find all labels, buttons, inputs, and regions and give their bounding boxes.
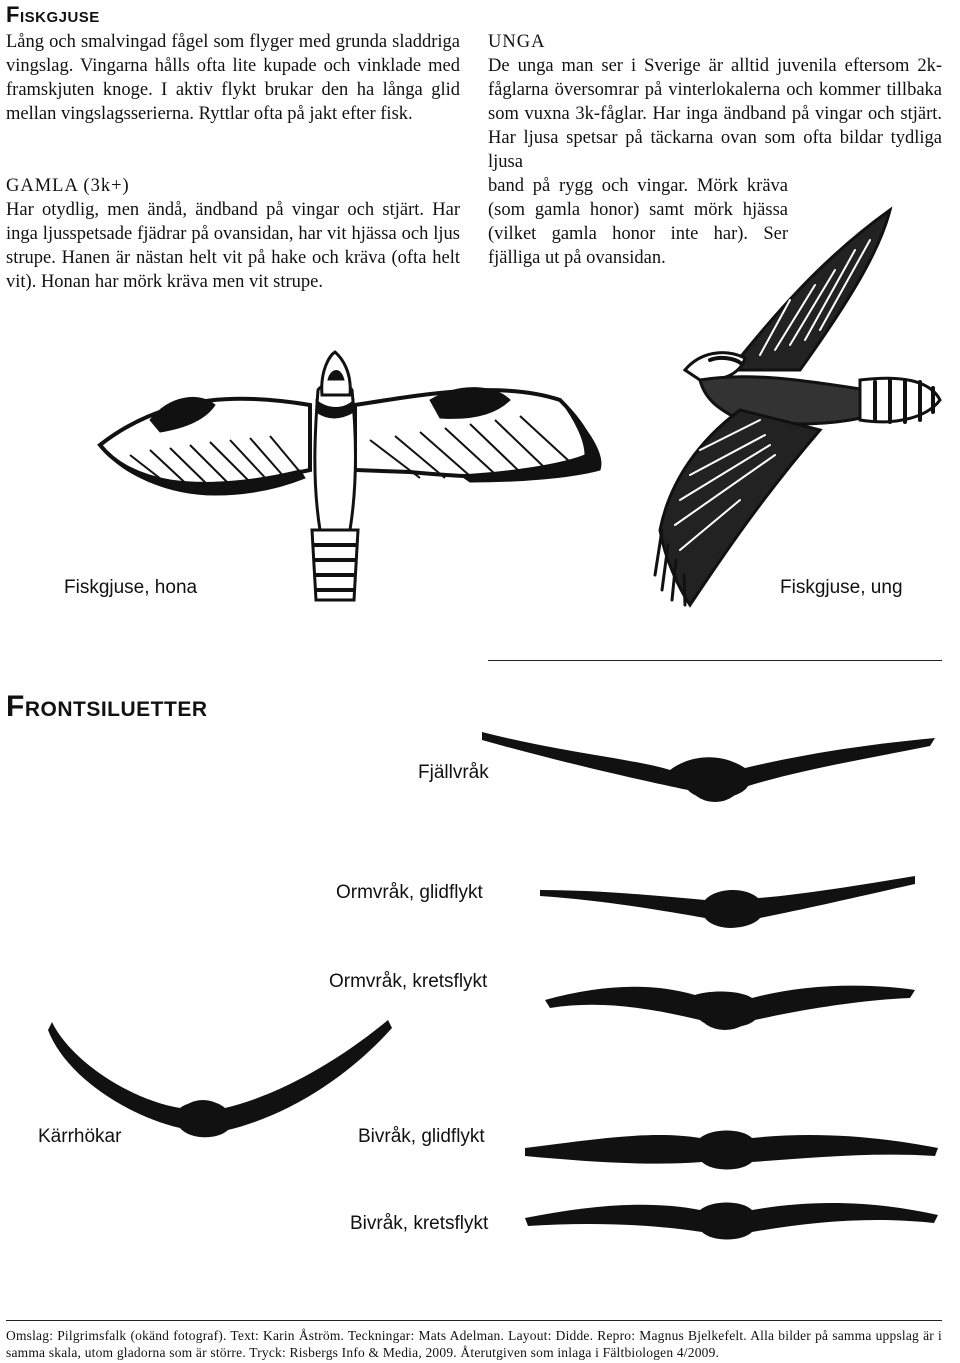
label-bivrak-kretsflykt: Bivråk, kretsflykt (350, 1213, 489, 1234)
label-fjallvrak: Fjällvråk (418, 762, 489, 783)
adult-paragraph: Har otydlig, men ändå, ändband på vingar och stjärt. Har inga ljusspetsade fjädrar på ovansidan, har vit hjässa och ljus strupe. Hanen är nästan helt vit på hake och kräva (ofta helt vit). Honan har mörk kräva men vit strupe. (6, 200, 460, 292)
footer-divider (6, 1320, 942, 1321)
young-heading: UNGA (488, 32, 546, 52)
caption-osprey-young: Fiskgjuse, ung (780, 577, 903, 598)
label-ormvrak-glidflykt: Ormvråk, glidflykt (336, 882, 483, 903)
young-paragraph-narrow: band på rygg och vingar. Mörk kräva (som gamla honor) samt mörk hjässa (vilket gamla honor inte har). Ser fjälliga ut på ovansidan. (488, 176, 788, 268)
intro-paragraph: Lång och smalvingad fågel som flyger med grunda sladdriga vingslag. Vingarna hålls ofta lite kupade och vinklade med framskjuten knoge. I aktiv flykt brukar den ha långa glid mellan vingslagsserierna. Ryttlar ofta på jakt efter fisk. (6, 32, 460, 124)
label-bivrak-glidflykt: Bivråk, glidflykt (358, 1126, 485, 1147)
adult-heading: GAMLA (3k+) (6, 176, 130, 196)
label-karrhokar: Kärrhökar (38, 1126, 122, 1147)
section-title-frontsiluetter: Frontsiluetter (6, 690, 208, 723)
label-ormvrak-kretsflykt: Ormvråk, kretsflykt (329, 971, 488, 992)
footer-credits: Omslag: Pilgrimsfalk (okänd fotograf). Text: Karin Åström. Teckningar: Mats Adelman. Layout: Didde. Repro: Magnus Bjelkefelt. Alla bilder på samma uppslag är i samma skala, utom gladorna som är större. Tryck: Risbergs Info & Media, 2009. Återutgiven som inlaga i Fältbiologen 4/2009. (6, 1328, 942, 1360)
caption-osprey-female: Fiskgjuse, hona (64, 577, 198, 598)
section-title-fiskgjuse: Fiskgjuse (6, 2, 100, 27)
young-paragraph-wide: De unga man ser i Sverige är alltid juvenila eftersom 2k-fåglarna översomrar på vinterlokalerna och kommer tillbaka som vuxna 3k-fåglar. Har inga ändband på vingar och stjärt. Har ljusa spetsar på täckarna ovan som ofta bildar tydliga ljusa (488, 56, 942, 172)
